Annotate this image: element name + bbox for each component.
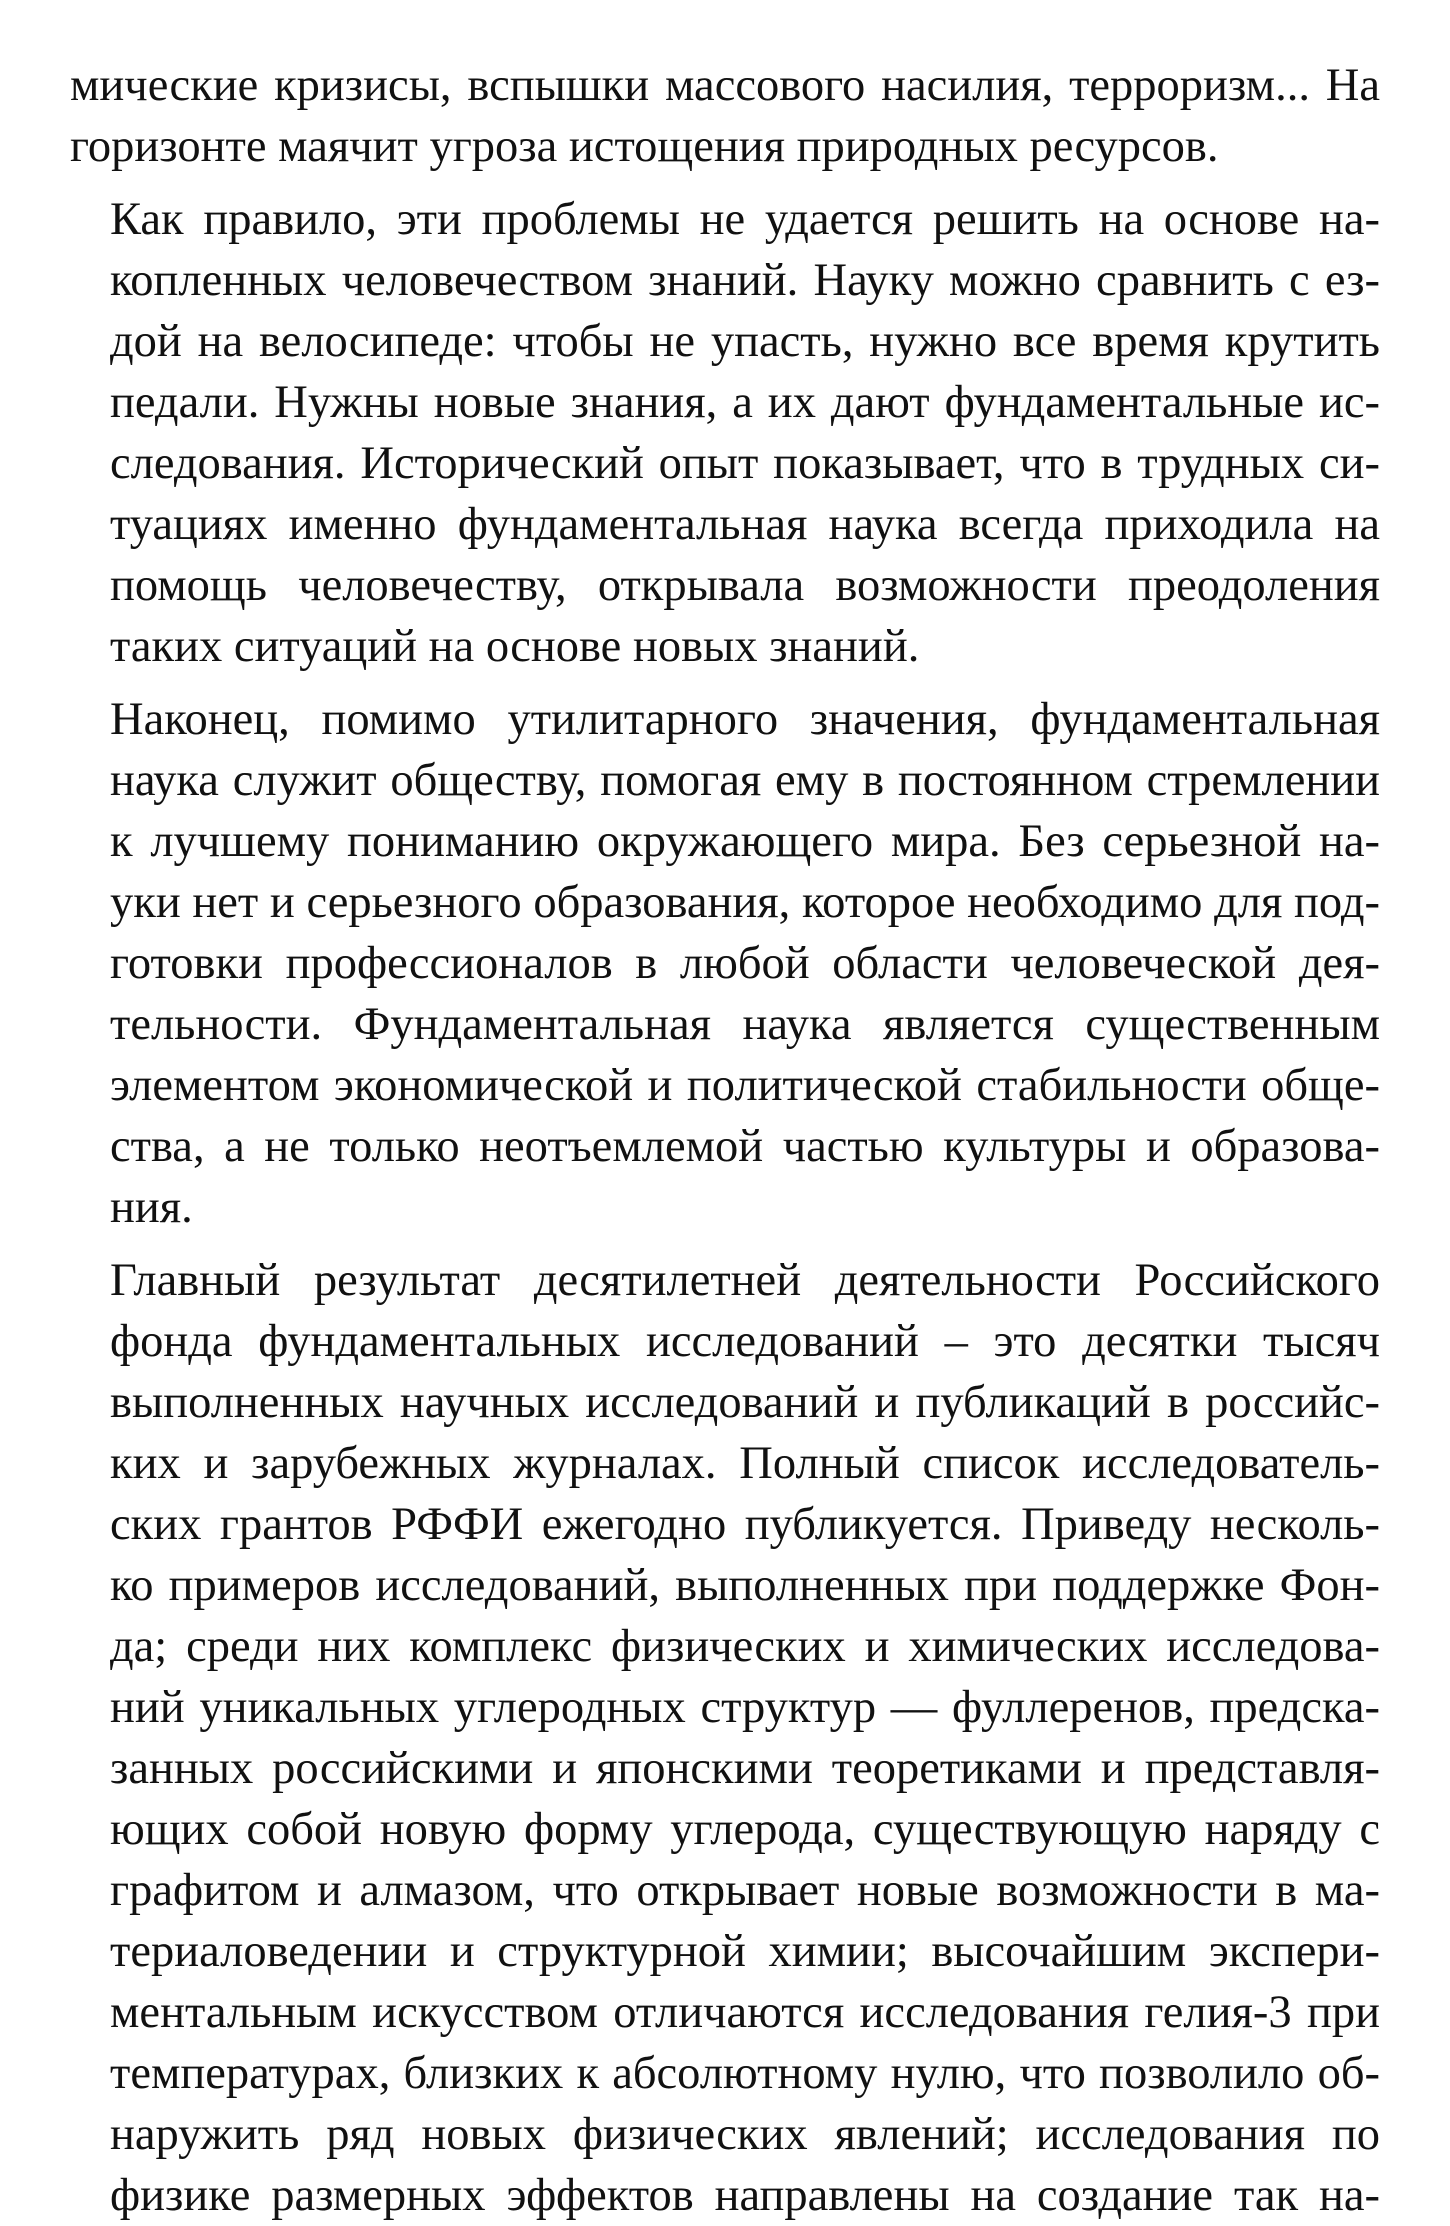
text-line: наука служит обществу, помогая ему в постоянном стремлении: [110, 755, 1380, 806]
text-line: ния.: [110, 1182, 193, 1233]
text-line: мические кризисы, вспышки массового насилия, терроризм... На: [70, 60, 1380, 111]
text-line: ющих собой новую форму углерода, существующую наряду с: [110, 1804, 1380, 1855]
paragraph-3: [70, 689, 1380, 1238]
text-line: тельности. Фундаментальная наука является существенным: [110, 999, 1380, 1050]
text-line: ний уникальных углеродных структур — фуллеренов, предска-: [110, 1682, 1380, 1733]
text-line: фонда фундаментальных исследований – это десятки тысяч: [110, 1316, 1380, 1367]
text-line: ских грантов РФФИ ежегодно публикуется. Приведу несколь-: [110, 1499, 1380, 1550]
text-line: помощь человечеству, открывала возможности преодоления: [110, 560, 1380, 611]
text-line: ства, а не только неотъемлемой частью культуры и образова-: [110, 1121, 1380, 1172]
text-line: к лучшему пониманию окружающего мира. Без серьезной на-: [110, 816, 1380, 867]
text-line: занных российскими и японскими теоретиками и представля-: [110, 1743, 1380, 1794]
text-line: готовки профессионалов в любой области человеческой дея-: [110, 938, 1380, 989]
text-line: ментальным искусством отличаются исследования гелия-3 при: [110, 1987, 1380, 2038]
text-line: выполненных научных исследований и публикаций в российс-: [110, 1377, 1380, 1428]
paragraph-4: [70, 1250, 1380, 2226]
text-line: Как правило, эти проблемы не удается решить на основе на-: [110, 194, 1380, 245]
text-line: Главный результат десятилетней деятельности Российского: [110, 1255, 1380, 1306]
text-line: температурах, близких к абсолютному нулю, что позволило об-: [110, 2048, 1380, 2099]
paragraph-2: [70, 189, 1380, 677]
text-line: туациях именно фундаментальная наука всегда приходила на: [110, 499, 1380, 550]
text-line: педали. Нужны новые знания, а их дают фундаментальные ис-: [110, 377, 1380, 428]
text-line: физике размерных эффектов направлены на создание так на-: [110, 2170, 1380, 2221]
text-line: следования. Исторический опыт показывает, что в трудных си-: [110, 438, 1380, 489]
text-line: ко примеров исследований, выполненных при поддержке Фон-: [110, 1560, 1380, 1611]
text-line: дой на велосипеде: чтобы не упасть, нужно все время крутить: [110, 316, 1380, 367]
text-line: наружить ряд новых физических явлений; исследования по: [110, 2109, 1380, 2160]
text-line: да; среди них комплекс физических и химических исследова-: [110, 1621, 1380, 1672]
text-line: горизонте маячит угроза истощения природных ресурсов.: [70, 121, 1219, 172]
text-line: ких и зарубежных журналах. Полный список исследователь-: [110, 1438, 1380, 1489]
text-line: таких ситуаций на основе новых знаний.: [110, 621, 920, 672]
text-line: графитом и алмазом, что открывает новые возможности в ма-: [110, 1865, 1380, 1916]
paragraph-1: [70, 55, 1380, 177]
text-line: копленных человечеством знаний. Науку можно сравнить с ез-: [110, 255, 1380, 306]
text-line: уки нет и серьезного образования, которое необходимо для под-: [110, 877, 1380, 928]
page-text: [70, 55, 1380, 2226]
text-line: элементом экономической и политической стабильности обще-: [110, 1060, 1380, 1111]
text-line: Наконец, помимо утилитарного значения, фундаментальная: [110, 694, 1380, 745]
text-line: териаловедении и структурной химии; высочайшим экспери-: [110, 1926, 1380, 1977]
